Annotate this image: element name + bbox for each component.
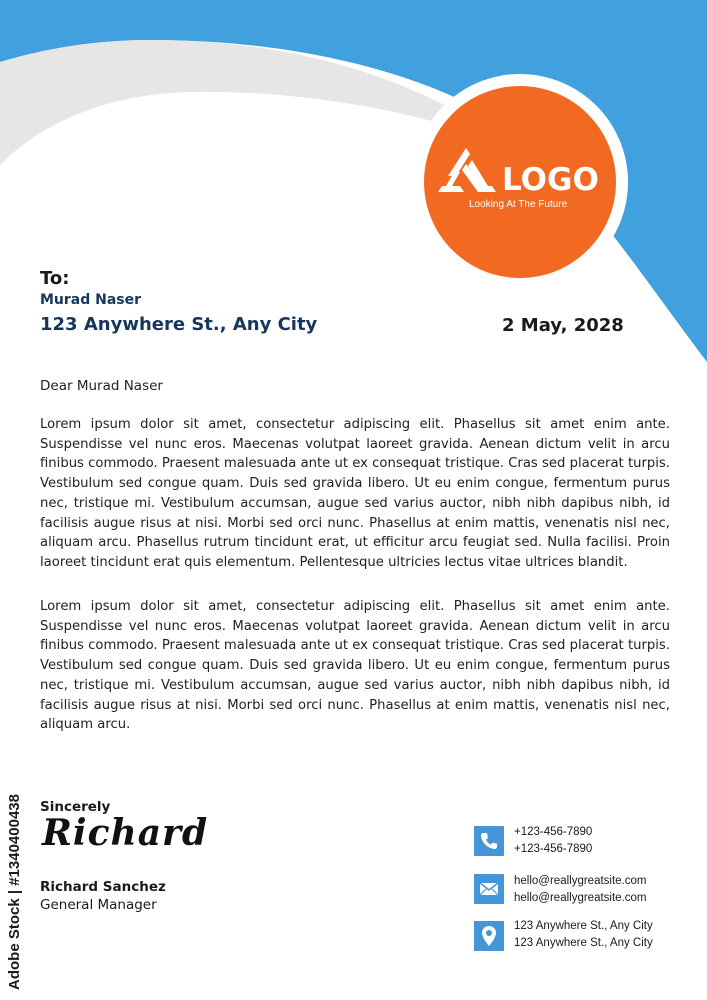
to-label: To: xyxy=(40,268,70,289)
address-line-2: 123 Anywhere St., Any City xyxy=(514,937,653,949)
email-line-1: hello@reallygreatsite.com xyxy=(514,875,647,887)
address-line-1: 123 Anywhere St., Any City xyxy=(514,920,653,932)
letter-date: 2 May, 2028 xyxy=(502,315,624,336)
phone-icon xyxy=(474,826,504,856)
body-paragraph-2: Lorem ipsum dolor sit amet, consectetur adipiscing elit. Phasellus sit amet enim ante. Suspendisse vel nunc eros. Maecenas volutpat laoreet gravida. Aenean dictum velit in arcu finibus commodo. Praesent malesuada ante ut ex consequat tristique. Cras sed placerat turpis. Vestibulum sed congue quam. Duis sed gravida libero. Ut eu enim congue, fermentum purus nec, tristique mi. Vestibulum accumsan, augue sed varius auctor, nibh nibh dapibus nibh, id facilisis augue risus at nisi. Morbi sed orci nunc. Phasellus at enim mattis, venenatis nisl nec, aliquam arcu. xyxy=(40,599,670,733)
envelope-icon xyxy=(474,874,504,904)
signature: Richard xyxy=(42,812,209,854)
signer-name: Richard Sanchez xyxy=(40,879,166,895)
salutation: Dear Murad Naser xyxy=(40,378,163,394)
logo-text: LOGO xyxy=(502,162,599,198)
body-paragraph-1: Lorem ipsum dolor sit amet, consectetur adipiscing elit. Phasellus sit amet enim ante. Suspendisse vel nunc eros. Maecenas volutpat laoreet gravida. Aenean dictum velit in arcu finibus commodo. Praesent malesuada ante ut ex consequat tristique. Cras sed placerat turpis. Vestibulum sed congue quam. Duis sed gravida libero. Ut eu enim congue, fermentum purus nec, tristique mi. Vestibulum accumsan, augue sed varius auctor, nibh nibh dapibus nibh, id facilisis augue risus at nisi. Morbi sed orci nunc. Phasellus at enim mattis, venenatis nisl nec, aliquam arcu. Phasellus rutrum tincidunt erat, ut efficitur arcu feugiat sed. Nulla facilisi. Proin laoreet tincidunt erat quis elementum. Pellentesque ultricies lectus vitae ultrices blandit. xyxy=(40,417,670,570)
closing: Sincerely xyxy=(40,799,111,815)
location-pin-icon xyxy=(474,921,504,951)
phone-line-2: +123-456-7890 xyxy=(514,843,593,855)
phone-line-1: +123-456-7890 xyxy=(514,826,593,838)
stock-id-label: Adobe Stock | #1340400438 xyxy=(6,794,23,990)
logo-tagline: Looking At The Future xyxy=(469,199,568,210)
signer-title: General Manager xyxy=(40,897,157,913)
recipient-address: 123 Anywhere St., Any City xyxy=(40,314,318,335)
email-line-2: hello@reallygreatsite.com xyxy=(514,892,647,904)
recipient-name: Murad Naser xyxy=(40,292,142,308)
